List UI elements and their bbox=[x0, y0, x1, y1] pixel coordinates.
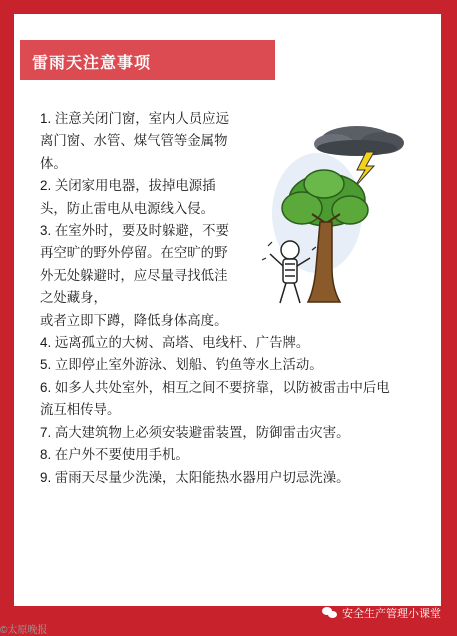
list-item: 6. 如多人共处室外，相互之间不要挤靠，以防被雷击中后电 bbox=[40, 379, 390, 395]
footer-source bbox=[322, 605, 441, 621]
footer-label: 安全生产管理小课堂 bbox=[342, 608, 441, 620]
lightning-tree-illustration bbox=[262, 118, 427, 313]
list-item: 或者立即下蹲，降低身体高度。 bbox=[40, 312, 228, 328]
list-item: 9. 雷雨天尽量少洗澡，太阳能热水器用户切忌洗澡。 bbox=[40, 469, 350, 485]
list-item: 3. 在室外时，要及时躲避，不要再空旷的野外停留。在空旷的野外无处躲避时，应尽量寻找低洼之处藏身， bbox=[40, 223, 229, 306]
wechat-icon bbox=[322, 606, 338, 620]
list-item: 7. 高大建筑物上必须安装避雷装置，防御雷击灾害。 bbox=[40, 424, 350, 440]
list-item: 8. 在户外不要使用手机。 bbox=[40, 447, 189, 463]
list-item: 4. 远离孤立的大树、高塔、电线杆、广告牌。 bbox=[40, 335, 310, 351]
list-item: 1. 注意关闭门窗，室内人员应远离门窗、水管、煤气管等金属物体。 bbox=[40, 111, 229, 171]
page-title: 雷雨天注意事项 bbox=[32, 55, 152, 72]
watermark-text: ©太原晚报 bbox=[0, 625, 48, 636]
list-item: 2. 关闭家用电器，拔掉电源插头，防止雷电从电源线入侵。 bbox=[40, 178, 216, 216]
lightning-bolt-icon bbox=[354, 152, 374, 188]
list-item: 流互相传导。 bbox=[40, 402, 121, 418]
list-item: 5. 立即停止室外游泳、划船、钓鱼等水上活动。 bbox=[40, 357, 323, 373]
storm-cloud-icon bbox=[314, 126, 404, 156]
